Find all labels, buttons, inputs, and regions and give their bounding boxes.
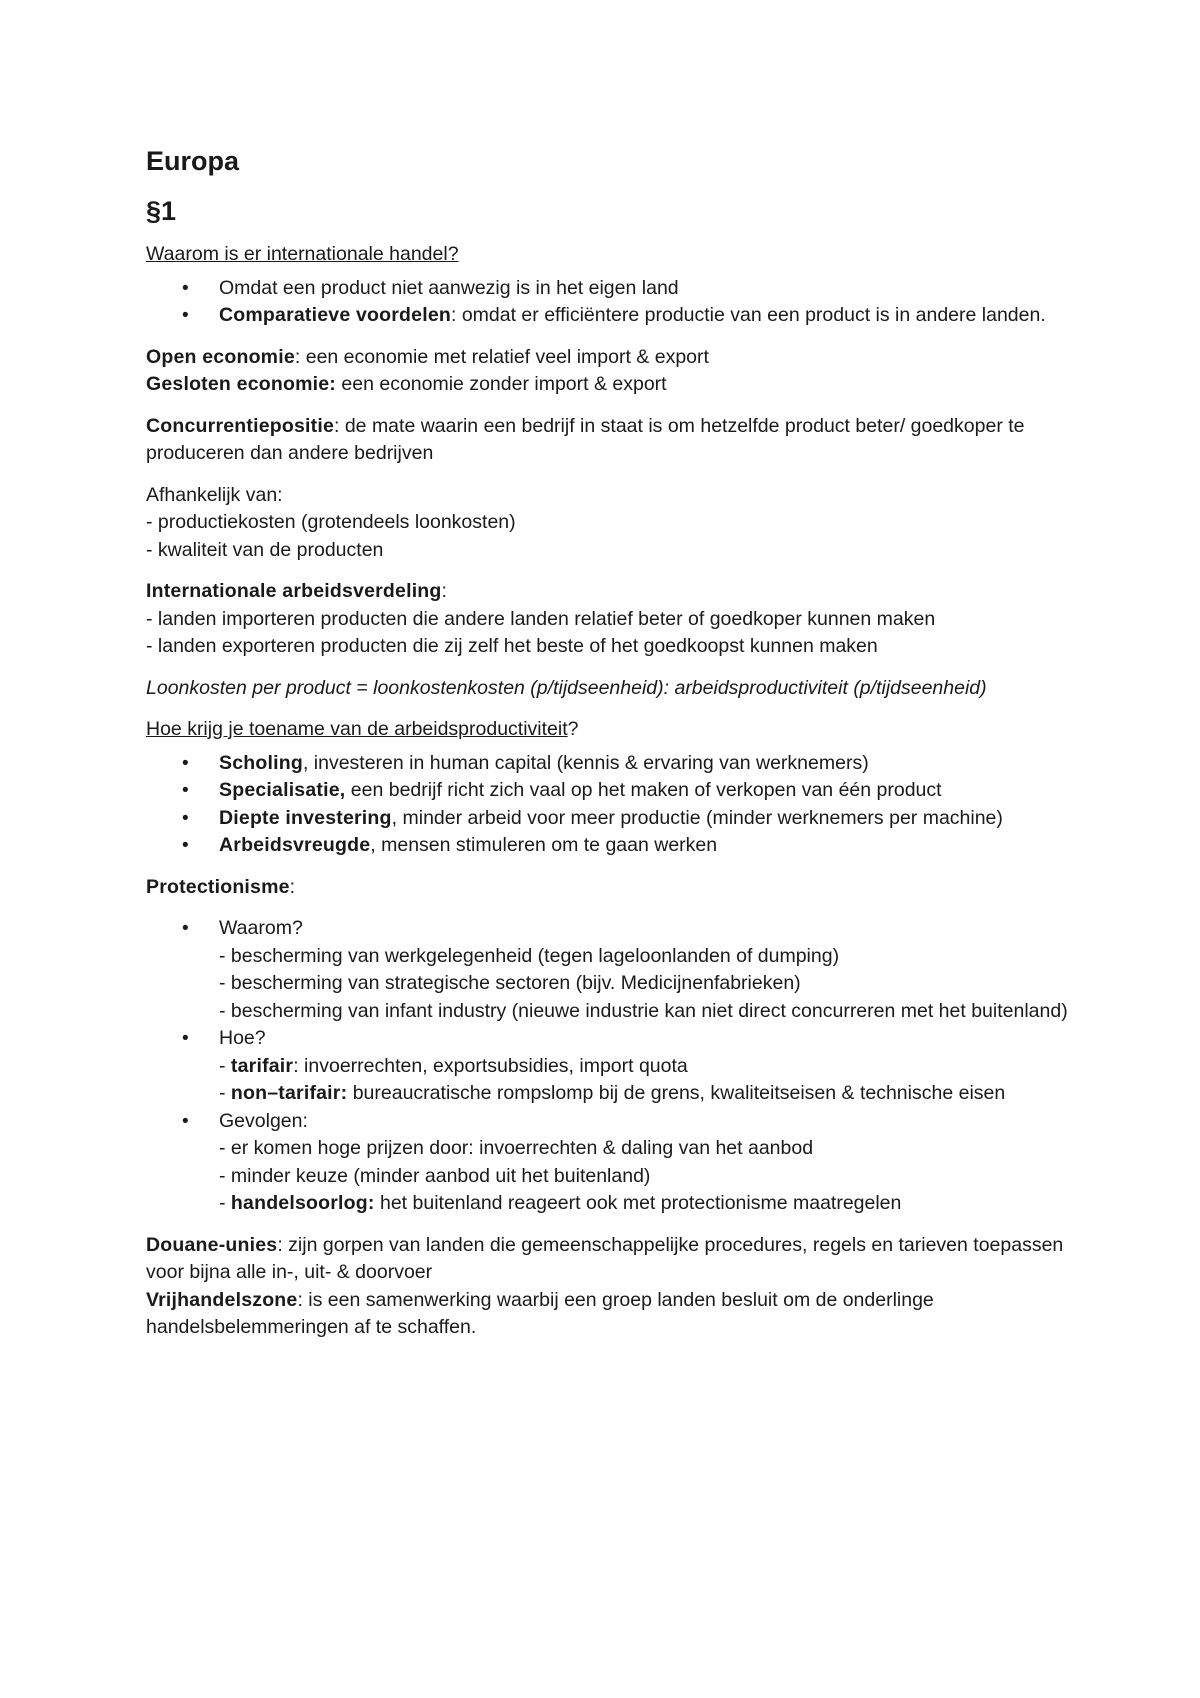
term: Diepte investering (219, 806, 392, 829)
document-title: Europa (146, 146, 240, 176)
term: Open economie (146, 345, 295, 368)
document-body (146, 143, 1076, 1342)
definition: een economie zonder import & export (335, 373, 667, 395)
term: tarifair (230, 1054, 294, 1077)
trade-reasons-list (146, 275, 1076, 330)
productivity-list (146, 750, 1076, 860)
term: Specialisatie, (219, 779, 346, 801)
term: handelsoorlog: (230, 1192, 375, 1214)
definition: : een economie met relatief veel import & export (294, 345, 709, 368)
question-international-trade: Waarom is er internationale handel? (146, 243, 459, 265)
definition-open-economy (146, 344, 1076, 372)
term: Douane-unies (146, 1233, 278, 1256)
list-item-how: • Hoe? - tarifair: invoerrechten, exportsubsidies, import quota - non–tarifair: bureaucratische rompslomp bij de grens, kwaliteitseisen & technische eisen (146, 1025, 1076, 1108)
list-item-consequences: • Gevolgen: - er komen hoge prijzen door: invoerrechten & daling van het aanbod - minder keuze (minder aanbod uit het buitenland) - handelsoorlog: het buitenland reageert ook met protectionisme maatregelen (146, 1108, 1076, 1218)
list-item (146, 275, 1076, 303)
term: Protectionisme (146, 875, 290, 898)
dependency-label: Afhankelijk van: (146, 483, 283, 506)
definition-customs-union: Douane-unies: zijn gorpen van landen die gemeenschappelijke procedures, regels en tarieven toepassen voor bijna alle in-, uit- & doorvoer (146, 1233, 1064, 1283)
definition-competitive-position (146, 413, 1076, 468)
protectionism-list (146, 915, 1076, 1218)
definition: : de mate waarin een bedrijf in staat is om hetzelfde product beter/ goedkoper te produceren dan andere bedrijven (146, 414, 1025, 464)
list-item: • Scholing, investeren in human capital (kennis & ervaring van werknemers) (146, 750, 1076, 778)
list-item-text: Omdat een product niet aanwezig is in het eigen land (219, 276, 679, 299)
division-line: - landen importeren producten die andere landen relatief beter of goedkoper kunnen maken (146, 607, 936, 630)
section-heading: §1 (146, 196, 177, 226)
definition: : omdat er efficiëntere productie van een product is in andere landen. (450, 304, 1046, 326)
term: Arbeidsvreugde (219, 834, 371, 856)
list-item (146, 302, 1076, 330)
international-division-of-labour: Internationale arbeidsverdeling: - landen importeren producten die andere landen relatief beter of goedkoper kunnen maken - landen exporteren producten die zij zelf het beste of het goedkoopst kunnen maken (146, 578, 1076, 661)
list-item: • Specialisatie, een bedrijf richt zich vaal op het maken of verkopen van één product (146, 777, 1076, 805)
protectionism-heading: Protectionisme: (146, 875, 296, 898)
dependency-line: - productiekosten (grotendeels loonkosten) (146, 511, 516, 533)
term: Gesloten economie: (146, 373, 336, 395)
dependency-block (146, 482, 1076, 565)
definition-free-trade-zone: Vrijhandelszone: is een samenwerking waarbij een groep landen besluit om de onderlinge handelsbelemmeringen af te schaffen. (146, 1288, 934, 1338)
list-item-why: • Waarom? - bescherming van werkgelegenheid (tegen lageloonlanden of dumping) - bescherming van strategische sectoren (bijv. Medicijnenfabrieken) - bescherming van infant industry (nieuwe industrie kan niet direct concurreren met het buitenland) (146, 915, 1076, 1025)
term: Scholing (219, 751, 303, 774)
definition-closed-economy (146, 371, 1076, 399)
term: Concurrentiepositie (146, 414, 334, 437)
list-item: • Arbeidsvreugde, mensen stimuleren om te gaan werken (146, 832, 1076, 860)
term: Comparatieve voordelen (219, 304, 451, 326)
term: non–tarifair: (230, 1082, 348, 1104)
list-item: • Diepte investering, minder arbeid voor meer productie (minder werknemers per machine) (146, 805, 1076, 833)
dependency-line: - kwaliteit van de producten (146, 538, 384, 561)
term: Internationale arbeidsverdeling (146, 580, 442, 602)
question-productivity: Hoe krijg je toename van de arbeidsproductiviteit? (146, 718, 579, 740)
term: Vrijhandelszone (146, 1288, 298, 1311)
division-line: - landen exporteren producten die zij zelf het beste of het goedkoopst kunnen maken (146, 635, 878, 657)
labour-cost-formula: Loonkosten per product = loonkostenkosten (p/tijdseenheid): arbeidsproductiviteit (p/tijdseenheid) (146, 676, 987, 699)
